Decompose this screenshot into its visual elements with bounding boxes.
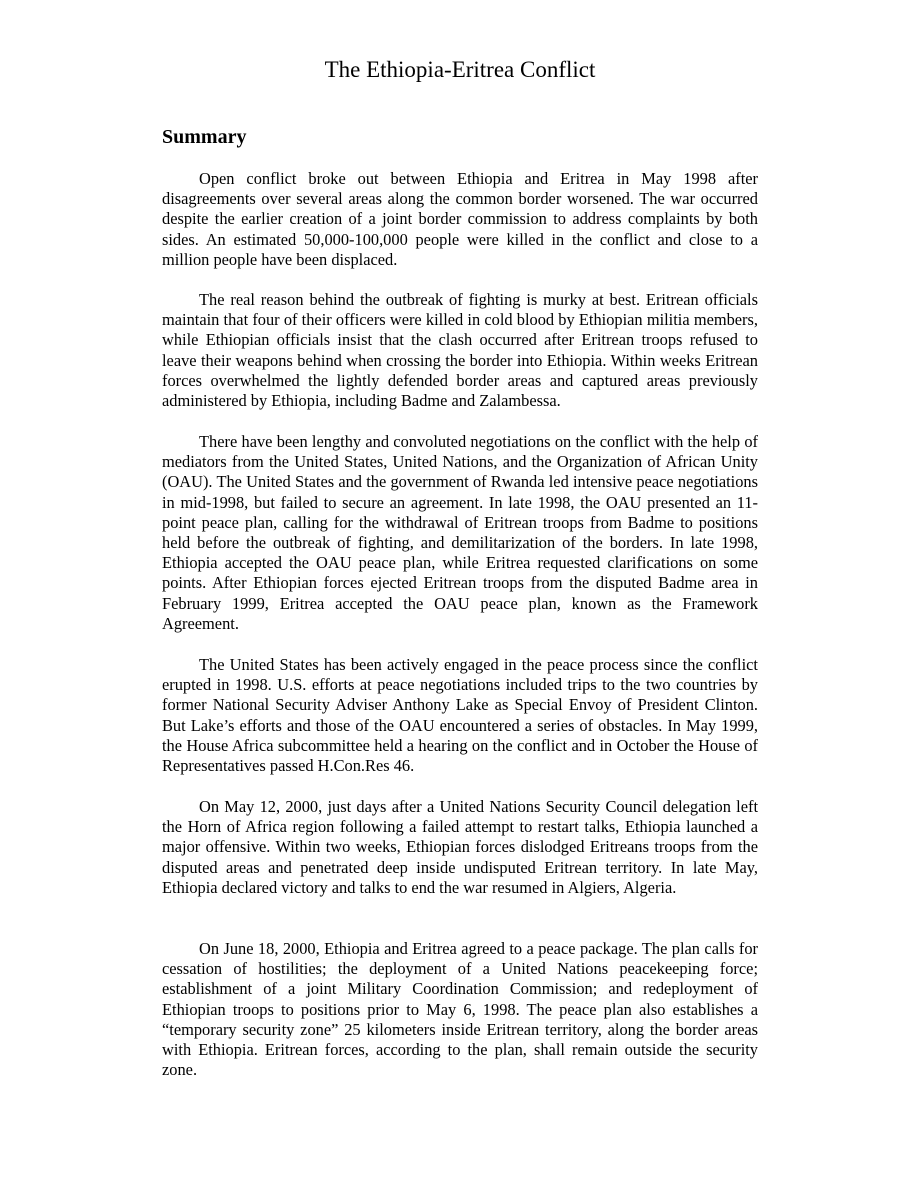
summary-paragraph-6: On June 18, 2000, Ethiopia and Eritrea agreed to a peace package. The plan calls for cessation of hostilities; the deployment of a United Nations peacekeeping force; establishment of a joint Military Coordination Commission; and redeployment of Ethiopian troops to positions prior to May 6, 1998. The peace plan also establishes a “temporary security zone” 25 kilometers inside Eritrean territory, along the border areas with Ethiopia. Eritrean forces, according to the plan, shall remain outside the security zone. xyxy=(162,939,758,1080)
summary-paragraph-2: The real reason behind the outbreak of fighting is murky at best. Eritrean officials maintain that four of their officers were killed in cold blood by Ethiopian militia members, while Ethiopian officials insist that the clash occurred after Eritrean troops refused to leave their weapons behind when crossing the border into Ethiopia. Within weeks Eritrean forces overwhelmed the lightly defended border areas and captured areas previously administered by Ethiopia, including Badme and Zalambessa. xyxy=(162,290,758,411)
summary-paragraph-1: Open conflict broke out between Ethiopia and Eritrea in May 1998 after disagreements over several areas along the common border worsened. The war occurred despite the earlier creation of a joint border commission to address complaints by both sides. An estimated 50,000-100,000 people were killed in the conflict and close to a million people have been displaced. xyxy=(162,169,758,269)
summary-paragraph-5: On May 12, 2000, just days after a United Nations Security Council delegation left the Horn of Africa region following a failed attempt to restart talks, Ethiopia launched a major offensive. Within two weeks, Ethiopian forces dislodged Eritreans troops from the disputed areas and penetrated deep inside undisputed Eritrean territory. In late May, Ethiopia declared victory and talks to end the war resumed in Algiers, Algeria. xyxy=(162,797,758,897)
summary-paragraph-4: The United States has been actively engaged in the peace process since the conflict erupted in 1998. U.S. efforts at peace negotiations included trips to the two countries by former National Security Adviser Anthony Lake as Special Envoy of President Clinton. But Lake’s efforts and those of the OAU encountered a series of obstacles. In May 1999, the House Africa subcommittee held a hearing on the conflict and in October the House of Representatives passed H.Con.Res 46. xyxy=(162,655,758,776)
section-heading-summary: Summary xyxy=(162,126,247,148)
summary-paragraph-3: There have been lengthy and convoluted negotiations on the conflict with the help of mediators from the United States, United Nations, and the Organization of African Unity (OAU). The United States and the government of Rwanda led intensive peace negotiations in mid-1998, but failed to secure an agreement. In late 1998, the OAU presented an 11-point peace plan, calling for the withdrawal of Eritrean troops from Badme to positions held before the outbreak of fighting, and demilitarization of the borders. In late 1998, Ethiopia accepted the OAU peace plan, while Eritrea requested clarifications on some points. After Ethiopian forces ejected Eritrean troops from the disputed Badme area in February 1999, Eritrea accepted the OAU peace plan, known as the Framework Agreement. xyxy=(162,432,758,633)
document-title: The Ethiopia-Eritrea Conflict xyxy=(324,57,596,82)
